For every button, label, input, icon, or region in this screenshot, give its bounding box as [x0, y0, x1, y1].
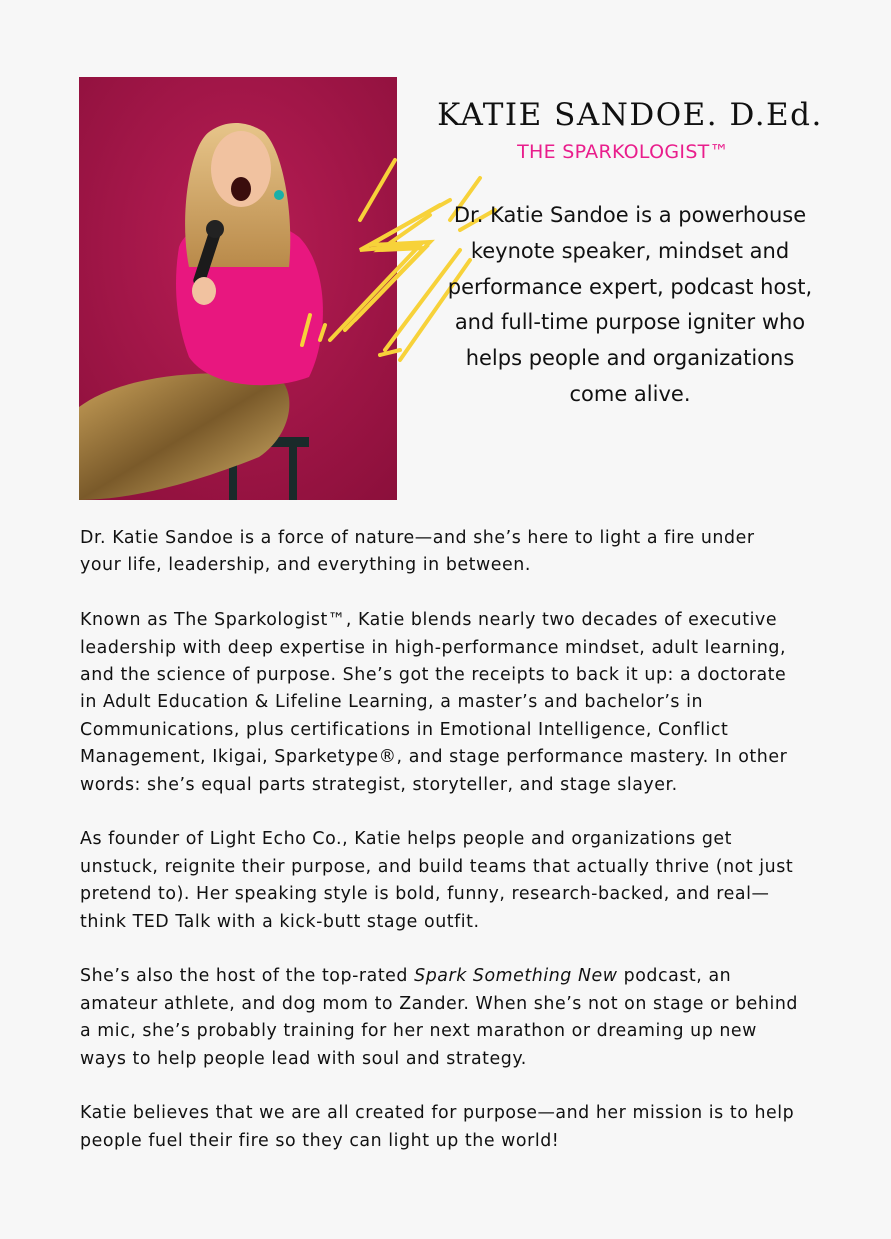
bio-paragraph	[80, 963, 800, 1073]
bio-paragraph: Known as The Sparkologist™, Katie blends nearly two decades of executive leadership with deep expertise in high-performance mindset, adult learning, and the science of purpose. She’s got the receipts to back it up: a doctorate in Adult Education & Lifeline Learning, a master’s and bachelor’s in Communications, plus certifications in Emotional Intelligence, Conflict Management, Ikigai, Sparketype®, and stage performance mastery. In other words: she’s equal parts strategist, storyteller, and stage slayer.	[80, 610, 788, 795]
intro-text: Dr. Katie Sandoe is a powerhouse keynote speaker, mindset and performance expert, podcast host, and full-time purpose igniter who helps people and organizations come alive.	[447, 203, 813, 406]
bio-text: She’s also the host of the top-rated	[80, 966, 415, 987]
header-block	[430, 92, 830, 164]
bio-paragraph: Katie believes that we are all created for purpose—and her mission is to help people fuel their fire so they can light up the world!	[80, 1103, 795, 1151]
speaker-tagline: THE SPARKOLOGIST™	[517, 141, 729, 163]
bio-text: podcast, an amateur athlete, and dog mom to Zander. When she’s not on stage or behind a mic, she’s probably training for her next marathon or dreaming up new ways to help people lead with soul and strategy.	[80, 966, 799, 1069]
speaker-name: KATIE SANDOE. D.Ed.	[437, 97, 823, 133]
bio-section	[80, 525, 800, 1155]
podcast-title: Spark Something New	[414, 966, 618, 987]
bio-paragraph: Dr. Katie Sandoe is a force of nature—and she’s here to light a fire under your life, leadership, and everything in between.	[80, 528, 755, 576]
bio-paragraph: As founder of Light Echo Co., Katie helps people and organizations get unstuck, reignite their purpose, and build teams that actually thrive (not just pretend to). Her speaking style is bold, funny, research-backed, and real—think TED Talk with a kick-butt stage outfit.	[80, 829, 794, 932]
